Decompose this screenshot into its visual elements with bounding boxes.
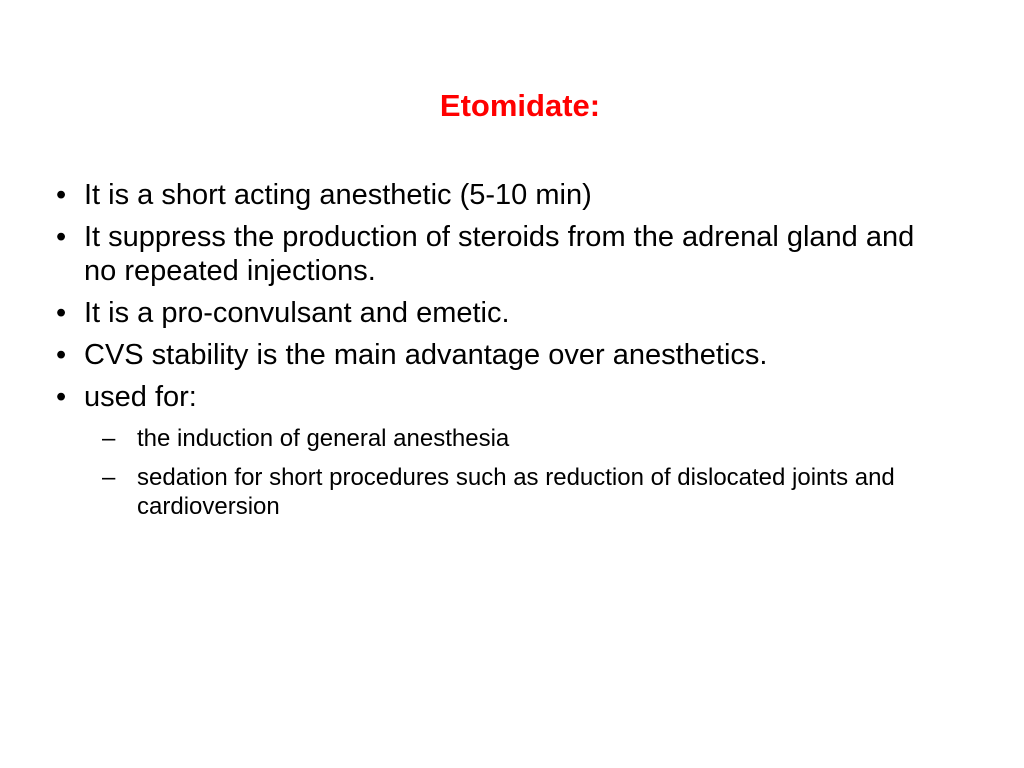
bullet-icon: • bbox=[56, 381, 67, 413]
bullet-item bbox=[56, 338, 936, 372]
sub-bullet-item bbox=[102, 463, 936, 521]
bullet-item bbox=[56, 380, 936, 521]
sub-bullet-text: sedation for short procedures such as reduction of dislocated joints and cardioversion bbox=[137, 464, 895, 520]
bullet-item bbox=[56, 220, 936, 288]
bullet-text: CVS stability is the main advantage over anesthetics. bbox=[84, 339, 768, 371]
sub-bullet-list bbox=[102, 424, 936, 521]
bullet-text: used for: bbox=[84, 381, 197, 413]
bullet-icon: • bbox=[56, 179, 67, 211]
dash-icon: – bbox=[102, 464, 116, 491]
bullet-item bbox=[56, 296, 936, 330]
bullet-icon: • bbox=[56, 221, 67, 253]
bullet-text: It suppress the production of steroids from the adrenal gland and no repeated injections. bbox=[84, 221, 915, 287]
sub-bullet-text: the induction of general anesthesia bbox=[137, 425, 510, 452]
bullet-item bbox=[56, 178, 936, 212]
bullet-icon: • bbox=[56, 339, 67, 371]
bullet-list bbox=[56, 178, 936, 521]
slide-title: Etomidate: bbox=[439, 88, 601, 123]
sub-bullet-item bbox=[102, 424, 936, 453]
bullet-icon: • bbox=[56, 297, 67, 329]
dash-icon: – bbox=[102, 425, 116, 452]
bullet-text: It is a short acting anesthetic (5-10 min) bbox=[84, 179, 592, 211]
bullet-text: It is a pro-convulsant and emetic. bbox=[84, 297, 510, 329]
slide-body bbox=[56, 178, 936, 531]
